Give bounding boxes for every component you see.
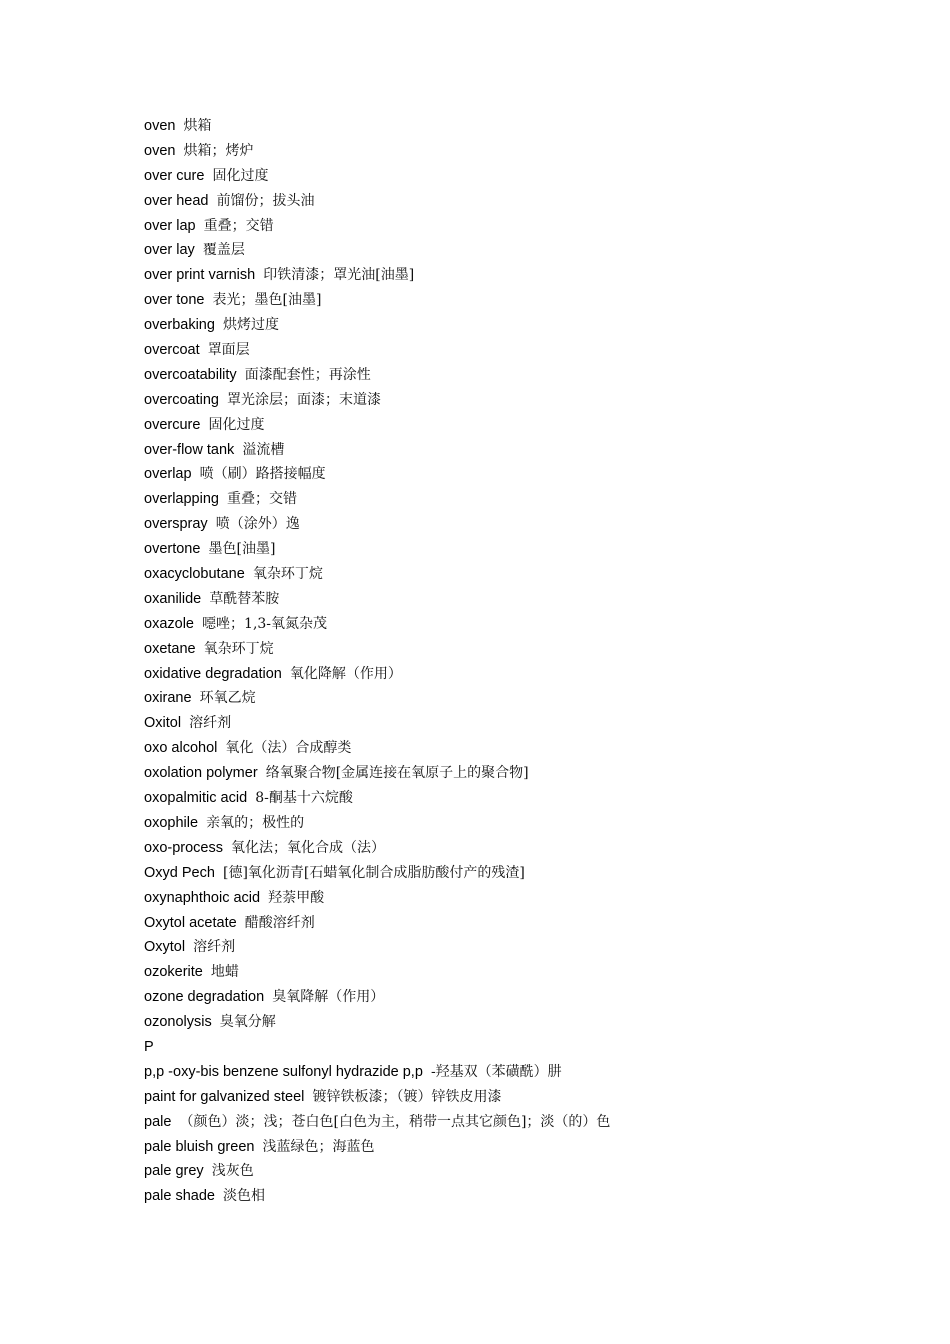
entry-term: oxidative degradation	[144, 665, 282, 682]
entry-term: pale grey	[144, 1163, 204, 1180]
glossary-entry	[144, 512, 904, 537]
entry-definition: 浅灰色	[211, 1163, 254, 1180]
entry-term: pale bluish green	[144, 1138, 255, 1155]
entry-term: overlapping	[144, 491, 219, 508]
entry-definition: 淡色相	[223, 1188, 266, 1205]
entry-definition: （颜色）淡；浅；苍白色[白色为主，稍带一点其它颜色]；淡（的）色	[179, 1113, 611, 1130]
entry-term: ozonolysis	[144, 1014, 212, 1031]
entry-definition: 浅蓝绿色；海蓝色	[262, 1138, 375, 1155]
entry-definition: 臭氧分解	[219, 1014, 276, 1031]
entry-definition: 镀锌铁板漆；（镀）锌铁皮用漆	[312, 1088, 502, 1105]
entry-definition: 溢流槽	[242, 441, 285, 458]
glossary-entry	[144, 438, 904, 463]
entry-term: Oxitol	[144, 715, 182, 732]
glossary-entry	[144, 935, 904, 960]
glossary-entry	[144, 1085, 904, 1110]
entry-definition: 表光；墨色[油墨]	[212, 292, 322, 309]
entry-definition: 醋酸溶纤剂	[244, 914, 315, 931]
entry-term: p,p -oxy-bis benzene sulfonyl hydrazide p,p	[144, 1063, 423, 1080]
glossary-entry	[144, 263, 904, 288]
entry-definition: 烘箱；烤炉	[183, 142, 254, 159]
entry-term: over cure	[144, 167, 205, 184]
entry-term: Oxytol acetate	[144, 914, 237, 931]
glossary-list	[144, 114, 904, 1209]
entry-term: oxo-process	[144, 839, 223, 856]
entry-term: overlap	[144, 466, 192, 483]
glossary-entry	[144, 338, 904, 363]
entry-definition: 面漆配套性；再涂性	[244, 366, 371, 383]
entry-definition: 氧杂环丁烷	[203, 640, 274, 657]
entry-term: oxazole	[144, 615, 194, 632]
entry-term: oven	[144, 118, 176, 134]
entry-definition: 烘箱	[183, 118, 212, 134]
entry-definition: 亲氧的；极性的	[206, 814, 305, 831]
entry-term: ozokerite	[144, 964, 203, 981]
glossary-entry	[144, 238, 904, 263]
entry-definition: 罩光涂层；面漆；末道漆	[227, 391, 382, 408]
entry-definition: 草酰替苯胺	[209, 590, 280, 607]
entry-term: oxo alcohol	[144, 740, 218, 757]
glossary-entry	[144, 537, 904, 562]
glossary-entry	[144, 164, 904, 189]
entry-term: over lay	[144, 242, 195, 259]
entry-definition: 重叠；交错	[203, 217, 274, 234]
entry-term: oxophile	[144, 814, 199, 831]
entry-term: overspray	[144, 516, 208, 533]
glossary-entry	[144, 1135, 904, 1160]
entry-definition: 重叠；交错	[227, 491, 298, 508]
glossary-entry	[144, 960, 904, 985]
entry-term: paint for galvanized steel	[144, 1088, 305, 1105]
entry-definition: 前馏份；拔头油	[216, 192, 315, 209]
glossary-entry	[144, 313, 904, 338]
entry-term: over-flow tank	[144, 441, 235, 458]
entry-term: overcoating	[144, 391, 219, 408]
entry-term: P	[144, 1038, 154, 1055]
entry-term: over lap	[144, 217, 196, 234]
entry-definition: -羟基双（苯磺酰）肼	[430, 1063, 562, 1080]
entry-term: oxacyclobutane	[144, 566, 245, 583]
entry-term: pale	[144, 1113, 172, 1130]
entry-definition: 烘烤过度	[223, 317, 279, 334]
entry-definition: 印铁清漆；罩光油[油墨]	[263, 267, 415, 284]
entry-term: oxirane	[144, 690, 192, 707]
entry-definition: 罩面层	[207, 342, 250, 359]
entry-term: overcoat	[144, 342, 200, 359]
entry-definition: 臭氧降解（作用）	[272, 989, 385, 1006]
glossary-entry	[144, 662, 904, 687]
entry-definition: 8-酮基十六烷酸	[255, 790, 353, 807]
glossary-entry	[144, 363, 904, 388]
entry-definition: 氧化（法）合成醇类	[225, 740, 352, 757]
glossary-entry	[144, 388, 904, 413]
entry-definition: [德]氧化沥青[石蜡氧化制合成脂肪酸付产的残渣]	[222, 864, 525, 881]
glossary-entry	[144, 413, 904, 438]
entry-definition: 墨色[油墨]	[208, 541, 276, 558]
entry-definition: 羟萘甲酸	[268, 889, 325, 906]
entry-term: oxetane	[144, 640, 196, 657]
glossary-entry	[144, 1010, 904, 1035]
glossary-entry	[144, 139, 904, 164]
entry-definition: 氧杂环丁烷	[252, 566, 323, 583]
entry-term: over head	[144, 192, 209, 209]
entry-term: ozone degradation	[144, 989, 265, 1006]
glossary-entry	[144, 711, 904, 736]
glossary-entry	[144, 911, 904, 936]
glossary-entry	[144, 487, 904, 512]
entry-definition: 固化过度	[212, 167, 269, 184]
entry-definition: 环氧乙烷	[199, 690, 256, 707]
entry-term: overcure	[144, 416, 201, 433]
entry-term: oxolation polymer	[144, 765, 258, 782]
glossary-entry	[144, 288, 904, 313]
entry-definition: 氧化降解（作用）	[289, 665, 402, 682]
glossary-entry	[144, 861, 904, 886]
glossary-entry	[144, 114, 904, 139]
entry-term: oxopalmitic acid	[144, 790, 248, 807]
entry-term: overcoatability	[144, 366, 237, 383]
glossary-entry	[144, 786, 904, 811]
entry-term: overbaking	[144, 317, 215, 334]
glossary-entry	[144, 462, 904, 487]
entry-term: overtone	[144, 541, 201, 558]
glossary-entry	[144, 587, 904, 612]
entry-definition: 地蜡	[210, 964, 239, 981]
glossary-entry	[144, 736, 904, 761]
glossary-entry	[144, 761, 904, 786]
glossary-entry	[144, 214, 904, 239]
entry-definition: 覆盖层	[202, 242, 245, 259]
glossary-entry	[144, 1060, 904, 1085]
entry-definition: 溶纤剂	[193, 939, 236, 956]
glossary-entry	[144, 985, 904, 1010]
glossary-entry	[144, 1035, 904, 1060]
glossary-entry	[144, 1110, 904, 1135]
glossary-entry	[144, 612, 904, 637]
glossary-entry	[144, 189, 904, 214]
entry-definition: 喷（刷）路搭接幅度	[199, 466, 326, 483]
entry-definition: 氧化法；氧化合成（法）	[231, 839, 386, 856]
entry-term: Oxyd Pech	[144, 864, 215, 881]
glossary-entry	[144, 1159, 904, 1184]
entry-definition: 溶纤剂	[189, 715, 232, 732]
entry-term: Oxytol	[144, 939, 186, 956]
entry-term: pale shade	[144, 1188, 215, 1205]
entry-definition: 噁唑；1,3-氧氮杂茂	[202, 615, 328, 632]
entry-definition: 喷（涂外）逸	[215, 516, 300, 533]
entry-term: over tone	[144, 292, 205, 309]
glossary-entry	[144, 1184, 904, 1209]
glossary-entry	[144, 562, 904, 587]
entry-definition: 络氧聚合物[金属连接在氧原子上的聚合物]	[265, 765, 529, 782]
glossary-entry	[144, 637, 904, 662]
entry-term: oxynaphthoic acid	[144, 889, 261, 906]
entry-term: over print varnish	[144, 267, 256, 284]
entry-term: oven	[144, 142, 176, 159]
entry-term: oxanilide	[144, 590, 202, 607]
entry-definition: 固化过度	[208, 416, 265, 433]
glossary-entry	[144, 836, 904, 861]
glossary-entry	[144, 886, 904, 911]
glossary-entry	[144, 811, 904, 836]
glossary-entry	[144, 686, 904, 711]
